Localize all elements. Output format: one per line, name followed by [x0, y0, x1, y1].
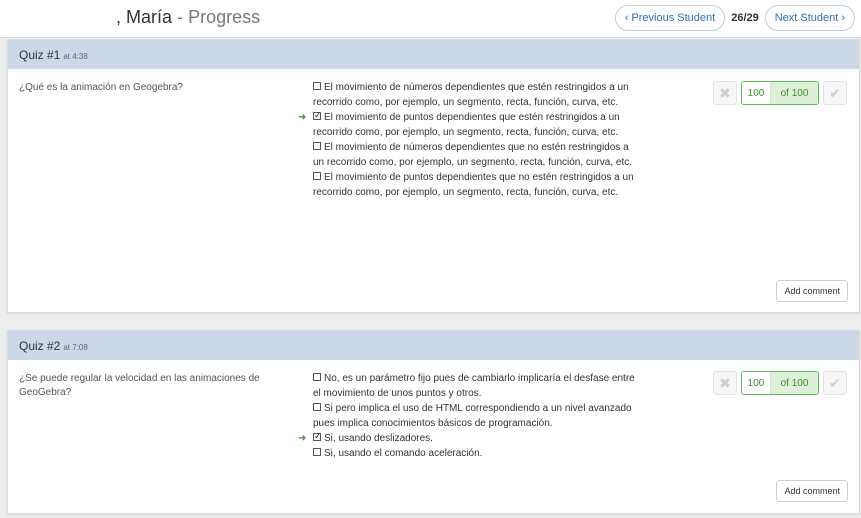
next-student-label: Next Student: [774, 12, 839, 24]
grading-controls: [713, 371, 847, 395]
quiz-header: [8, 331, 859, 360]
section-name: Progress: [188, 7, 261, 27]
add-comment-button[interactable]: Add comment: [776, 280, 848, 302]
check-icon[interactable]: ✔: [823, 371, 847, 395]
add-comment-button[interactable]: Add comment: [776, 480, 848, 502]
student-navigation: [615, 5, 855, 31]
check-icon[interactable]: ✔: [823, 81, 847, 105]
grading-controls: [713, 81, 847, 105]
quiz-title: Quiz #1: [19, 47, 61, 62]
answer-option-correct: [298, 431, 638, 446]
answer-text: Si, usando el comando aceleración.: [324, 448, 483, 459]
answer-option-correct: [298, 110, 638, 140]
next-student-button[interactable]: [765, 5, 855, 31]
answer-option: [303, 371, 638, 401]
answer-checkbox: [313, 172, 321, 180]
quiz-card-1: [7, 39, 860, 313]
quiz-question: ¿Se puede regular la velocidad en las animaciones de GeoGebra?: [19, 373, 260, 398]
answer-option: [303, 446, 638, 461]
score-input[interactable]: 100: [742, 82, 771, 104]
x-icon[interactable]: ✖: [713, 371, 737, 395]
answer-text: El movimiento de números dependientes que no estén restringidos a un recorrido como, por ejemplo, un segmento, recta, función, curva, etc.: [313, 142, 633, 168]
answer-text: Si, usando deslizadores.: [324, 433, 433, 444]
arrow-right-icon: ➜: [298, 433, 307, 444]
answer-text: El movimiento de puntos dependientes que no estén restringidos a un recorrido como, por ejemplo, un segmento, recta, función, curva, etc.: [313, 172, 634, 198]
answer-checkbox: [313, 82, 321, 90]
previous-student-button[interactable]: [615, 5, 725, 31]
answer-option: [303, 140, 638, 170]
top-bar: [0, 0, 861, 38]
score-box: [741, 81, 819, 105]
answer-text: El movimiento de números dependientes que estén restringidos a un recorrido como, por ejemplo, un segmento, recta, función, curva, etc.: [313, 82, 629, 108]
answer-text: No, es un parámetro fijo pues de cambiarlo implicaría el desfase entre el movimiento de unos puntos y otros.: [313, 373, 635, 399]
page-title: [116, 7, 260, 28]
student-name: María: [126, 7, 173, 27]
previous-student-label: Previous Student: [631, 12, 716, 24]
answer-text: El movimiento de puntos dependientes que estén restringidos a un recorrido como, por ejemplo, un segmento, recta, función, curva, etc.: [313, 112, 620, 138]
arrow-right-icon: ➜: [298, 112, 307, 123]
title-prefix: ,: [116, 7, 122, 27]
student-counter: 26/29: [731, 12, 759, 24]
answer-list: [298, 80, 638, 200]
quiz-card-2: [7, 330, 860, 514]
answer-checkbox-checked: [313, 112, 321, 120]
answer-checkbox: [313, 403, 321, 411]
chevron-left-icon: ‹: [624, 12, 629, 24]
answer-checkbox: [313, 142, 321, 150]
score-input[interactable]: 100: [742, 372, 771, 394]
answer-checkbox-checked: [313, 433, 321, 441]
quiz-header: [8, 40, 859, 69]
score-max: of 100: [771, 82, 818, 104]
score-box: [741, 371, 819, 395]
quiz-timestamp: at 4:38: [63, 51, 88, 61]
title-separator: -: [177, 7, 184, 27]
chevron-right-icon: ›: [841, 12, 845, 24]
score-max: of 100: [771, 372, 818, 394]
answer-list: [298, 371, 638, 461]
x-icon[interactable]: ✖: [713, 81, 737, 105]
answer-checkbox: [313, 373, 321, 381]
quiz-timestamp: at 7:08: [63, 342, 88, 352]
quiz-question: ¿Qué es la animación en Geogebra?: [19, 82, 183, 93]
answer-text: Si pero implica el uso de HTML correspondiendo a un nivel avanzado pues implica conocimientos básicos de programación.: [313, 403, 632, 429]
answer-option: [303, 170, 638, 200]
quiz-title: Quiz #2: [19, 338, 61, 353]
answer-option: [303, 80, 638, 110]
answer-option: [303, 401, 638, 431]
answer-checkbox: [313, 448, 321, 456]
